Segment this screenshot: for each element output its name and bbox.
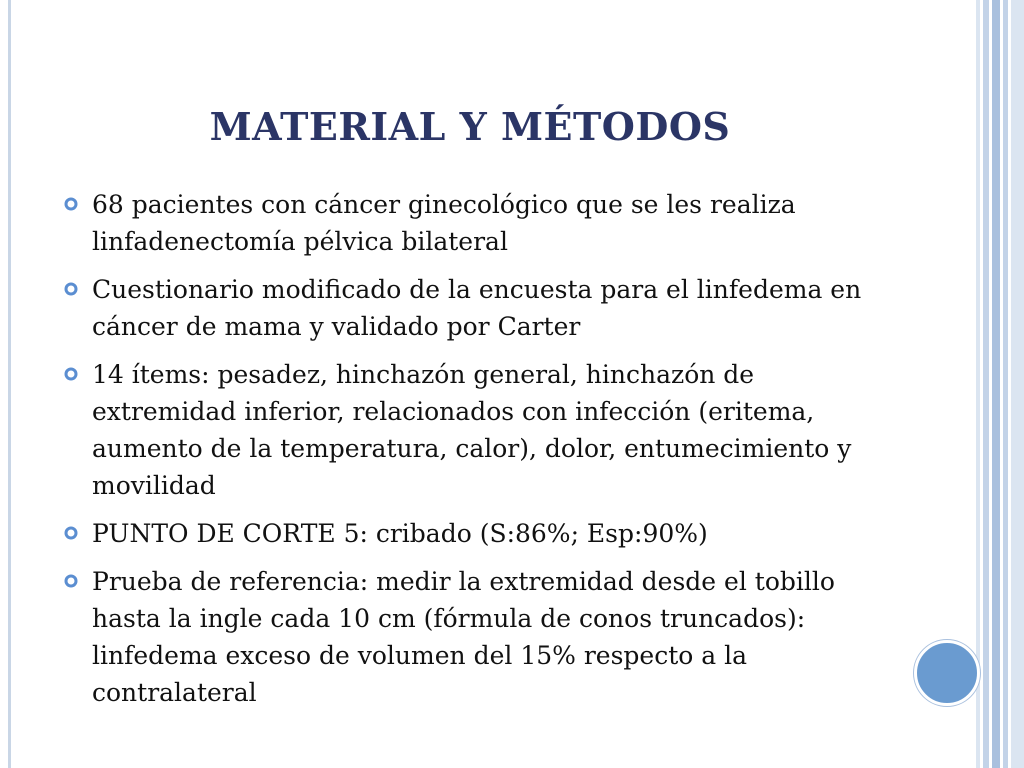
bullet-text: Cuestionario modificado de la encuesta para el linfedema en cáncer de mama y validado por Carter (92, 275, 862, 341)
decorative-circle (914, 640, 980, 706)
bullet-ring-icon (64, 526, 78, 540)
slide-title: MATERIAL Y MÉTODOS (209, 104, 731, 149)
bullet-ring-icon (64, 197, 78, 211)
bullet-item (64, 356, 884, 504)
bullet-item (64, 186, 884, 260)
right-decor-stripe (1011, 0, 1024, 768)
right-decor-stripe (992, 0, 1000, 768)
bullet-item (64, 271, 884, 345)
right-decor-stripe (983, 0, 989, 768)
bullet-item (64, 563, 884, 711)
bullet-item (64, 515, 884, 552)
bullet-ring-icon (64, 367, 78, 381)
right-decor-stripe (1003, 0, 1008, 768)
bullet-ring-icon (64, 574, 78, 588)
bullet-list (64, 186, 884, 722)
bullet-text: PUNTO DE CORTE 5: cribado (S:86%; Esp:90%) (92, 519, 708, 548)
right-decor-stripe (976, 0, 980, 768)
bullet-ring-icon (64, 282, 78, 296)
bullet-text: 68 pacientes con cáncer ginecológico que se les realiza linfadenectomía pélvica bilateral (92, 190, 796, 256)
bullet-text: 14 ítems: pesadez, hinchazón general, hinchazón de extremidad inferior, relacionados con infección (eritema, aumento de la temperatura, calor), dolor, entumecimiento y movilidad (92, 360, 852, 500)
bullet-text: Prueba de referencia: medir la extremidad desde el tobillo hasta la ingle cada 10 cm (fórmula de conos truncados): linfedema exceso de volumen del 15% respecto a la contralateral (92, 567, 835, 707)
